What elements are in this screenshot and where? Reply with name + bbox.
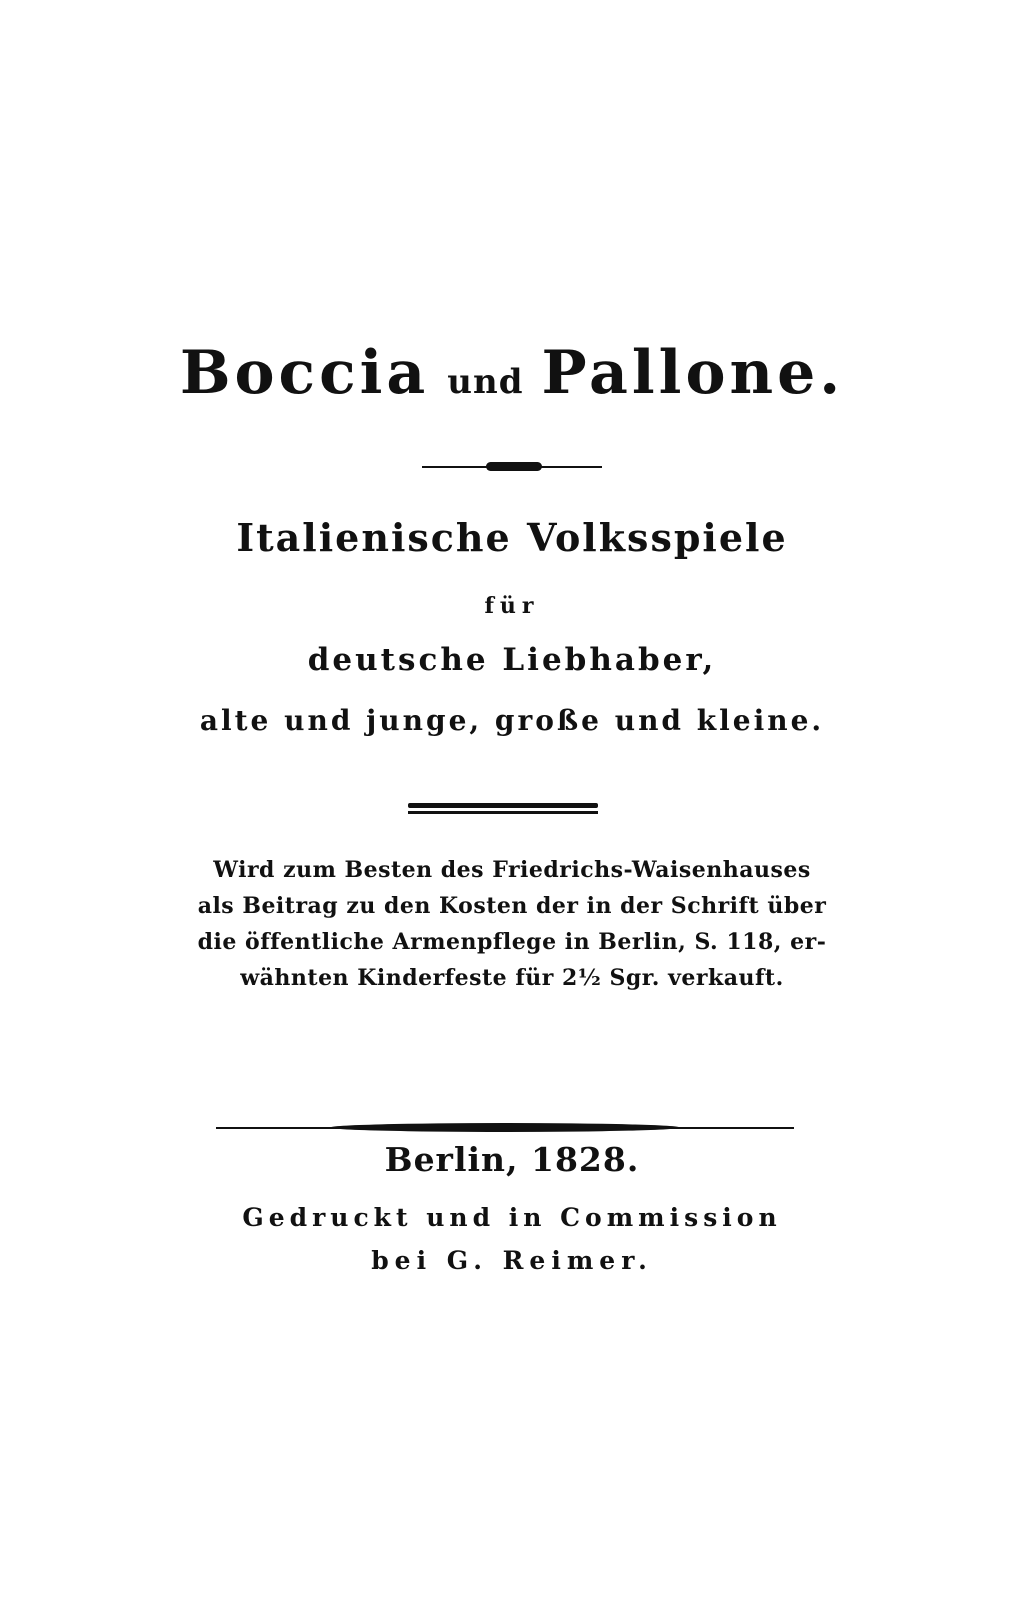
double-rule-upper [408, 803, 598, 808]
sale-note-line-1: Wird zum Besten des Friedrichs-Waisenhauses [213, 857, 811, 883]
audience-line-2: alte und junge, große und kleine. [199, 704, 825, 737]
title-word-1: Boccia [179, 338, 430, 408]
place-and-year: Berlin, 1828. [384, 1140, 640, 1179]
book-title [0, 338, 1024, 408]
subtitle: Italienische Volksspiele [236, 515, 788, 560]
for-line: für [484, 593, 540, 619]
title-word-3: Pallone. [541, 338, 845, 408]
sale-note-line-2: als Beitrag zu den Kosten der in der Schrift über [197, 893, 827, 919]
printer-line-2: bei G. Reimer. [371, 1246, 653, 1275]
swelled-rule-center [330, 1123, 680, 1132]
sale-note-line-4: wähnten Kinderfeste für 2½ Sgr. verkauft. [240, 965, 784, 991]
title-word-2: und [447, 362, 524, 402]
audience-line-1: deutsche Liebhaber, [307, 642, 717, 678]
sale-note [0, 852, 1024, 996]
ornamental-rule-top-center [486, 462, 542, 471]
sale-note-line-3: die öffentliche Armenpflege in Berlin, S. 118, er- [197, 929, 827, 955]
printer-line-1: Gedruckt und in Commission [242, 1203, 782, 1232]
double-rule-lower [408, 811, 598, 814]
